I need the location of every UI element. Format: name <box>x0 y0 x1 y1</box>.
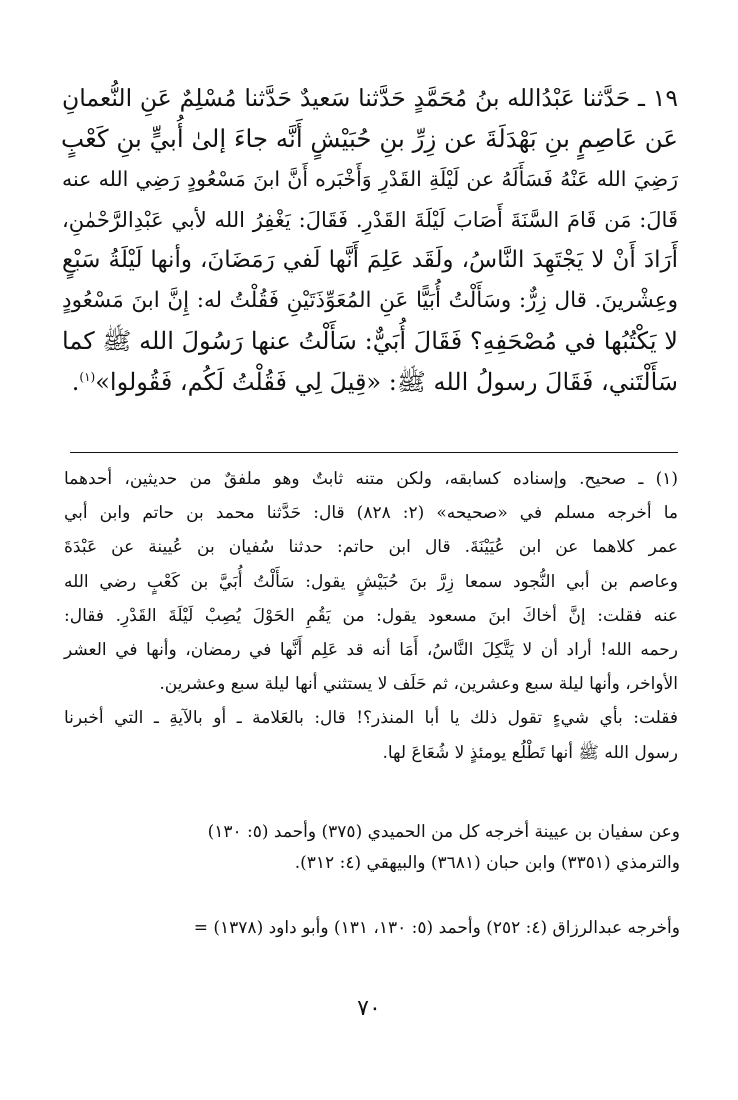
text-line-last: سَأَلْتَني، فَقَالَ رسولُ الله ﷺ: «قِيلَ لِي فَقُلْتُ لَكُم، فَقُولوا»$^{(١)}$. <box>71 367 678 396</box>
text-line: أَرَادَ أَنْ لا يَجْتَهِدَ النَّاسُ، ولَقَد عَلِمَ أَنَّها لَفي رَمَضَانَ، وأنها لَيْلَةُ سَبْعٍ <box>62 247 678 273</box>
footnote-line: رحمه الله! أراد أن لا يَتَّكِلَ النَّاسُ، أَمَا أنه قد عَلِم أَنَّها في رمضان، وأنها في العشر <box>64 639 678 660</box>
text-line: عَن عَاصِمٍ بنِ بَهْدَلَةَ عن زِرِّ بنِ حُبَيْشٍ أَنَّه جاءَ إلىٰ أُبيٍّ بنِ كَعْبٍ <box>61 123 678 153</box>
text-line: سَأَلْتَني، فَقَالَ رسولُ الله ﷺ: «قِيلَ لِي فَقُلْتُ لَكُم، فَقُولوا» <box>95 367 678 396</box>
text-line: ١٩ ـ حَدَّثنا عَبْدُالله بنُ مُحَمَّدٍ حَدَّثنا سَعيدٌ حَدَّثنا مُسْلِمٌ عَنِ النُّعمانِ <box>62 84 678 112</box>
reference-line: وعن سفيان بن عيينة أخرجه كل من الحميدي (٣٧٥) وأحمد (٥: ١٣٠) <box>207 822 680 842</box>
footnote-marker[interactable]: (١) <box>79 369 96 384</box>
text-line: وعِشْرينَ. قال زِرٌّ: وسَأَلْتُ أُبَيًّا عَنِ المُعَوِّذَتَيْنِ فَقُلْتُ له: إِنَّ ابنَ مَسْعُودٍ <box>62 287 678 313</box>
reference-line: وأخرجه عبدالرزاق (٤: ٢٥٢) وأحمد (٥: ١٣٠، ١٣١) وأبو داود (١٣٧٨) = <box>193 918 680 938</box>
text-line: قَالَ: مَن قَامَ السَّنَةَ أَصَابَ لَيْلَةَ القَدْرِ. فَقَالَ: يَغْفِرُ الله لأبي عَبْدِالرَّحْمٰنِ، <box>62 207 678 232</box>
footnote-line: وعاصم بن أبي النُّجود سمعا زِرَّ بنَ حُبَيْشٍ يقول: سَأَلْتُ أُبَيَّ بن كَعْبٍ رضي الله <box>64 571 678 592</box>
footnote-line: رسول الله ﷺ أنها تَطْلُع يومئذٍ لا شُعَاعَ لها. <box>382 742 678 763</box>
hadith-text <box>62 78 678 402</box>
footnote-line: عنه فقلت: إنَّ أخاكَ ابنَ مسعود يقول: من يَقُمِ الحَوْلَ يُصِبْ لَيْلَةَ القَدْرِ. فقال: <box>64 605 678 626</box>
references-paragraph <box>64 817 680 879</box>
text-line: رَضِيَ الله عَنْهُ فَسَأَلَهُ عن لَيْلَةِ القَدْرِ وَأَخْبَره أَنَّ ابنَ مَسْعُودٍ رَضِي الله عنه <box>62 167 678 191</box>
text-line: لا يَكْتُبُها في مُصْحَفِهِ؟ فَقَالَ أُبَيٌّ: سَأَلْتُ عنها رَسُولَ الله ﷺ كما <box>62 327 678 355</box>
footnote-line: عمر كلاهما عن ابن عُيَيْنَةَ. قال ابن حاتم: حدثنا سُفيان بن عُيينة عن عَبْدَةَ <box>64 537 678 558</box>
reference-line: والترمذي (٣٣٥١) وابن حبان (٣٦٨١) والبيهقي (٤: ٣١٢). <box>294 853 680 873</box>
footnote-line: فقلت: بأي شيءٍ تقول ذلك يا أبا المنذر؟! قال: بالعَلامة ـ أو بالآيةِ ـ التي أخبرنا <box>64 708 678 729</box>
page-number: ٧٠ <box>357 996 381 1021</box>
footnote-line: (١) ـ صحيح. وإسناده كسابقه، ولكن متنه ثابتٌ وهو ملفقٌ من حديثين، أحدهما <box>64 469 678 489</box>
footnote-line: ما أخرجه مسلم في «صحيحه» (٢: ٨٢٨) قال: حَدَّثنا محمد بن حاتم وابن أبي <box>64 503 678 524</box>
footnote-divider <box>70 452 678 453</box>
footnote <box>64 462 678 770</box>
footnote-line: الأواخر، وأنها ليلة سبع وعشرين، ثم حَلَف لا يستثني أنها ليلة سبع وعشرين. <box>159 674 678 695</box>
references-paragraph <box>64 913 680 944</box>
